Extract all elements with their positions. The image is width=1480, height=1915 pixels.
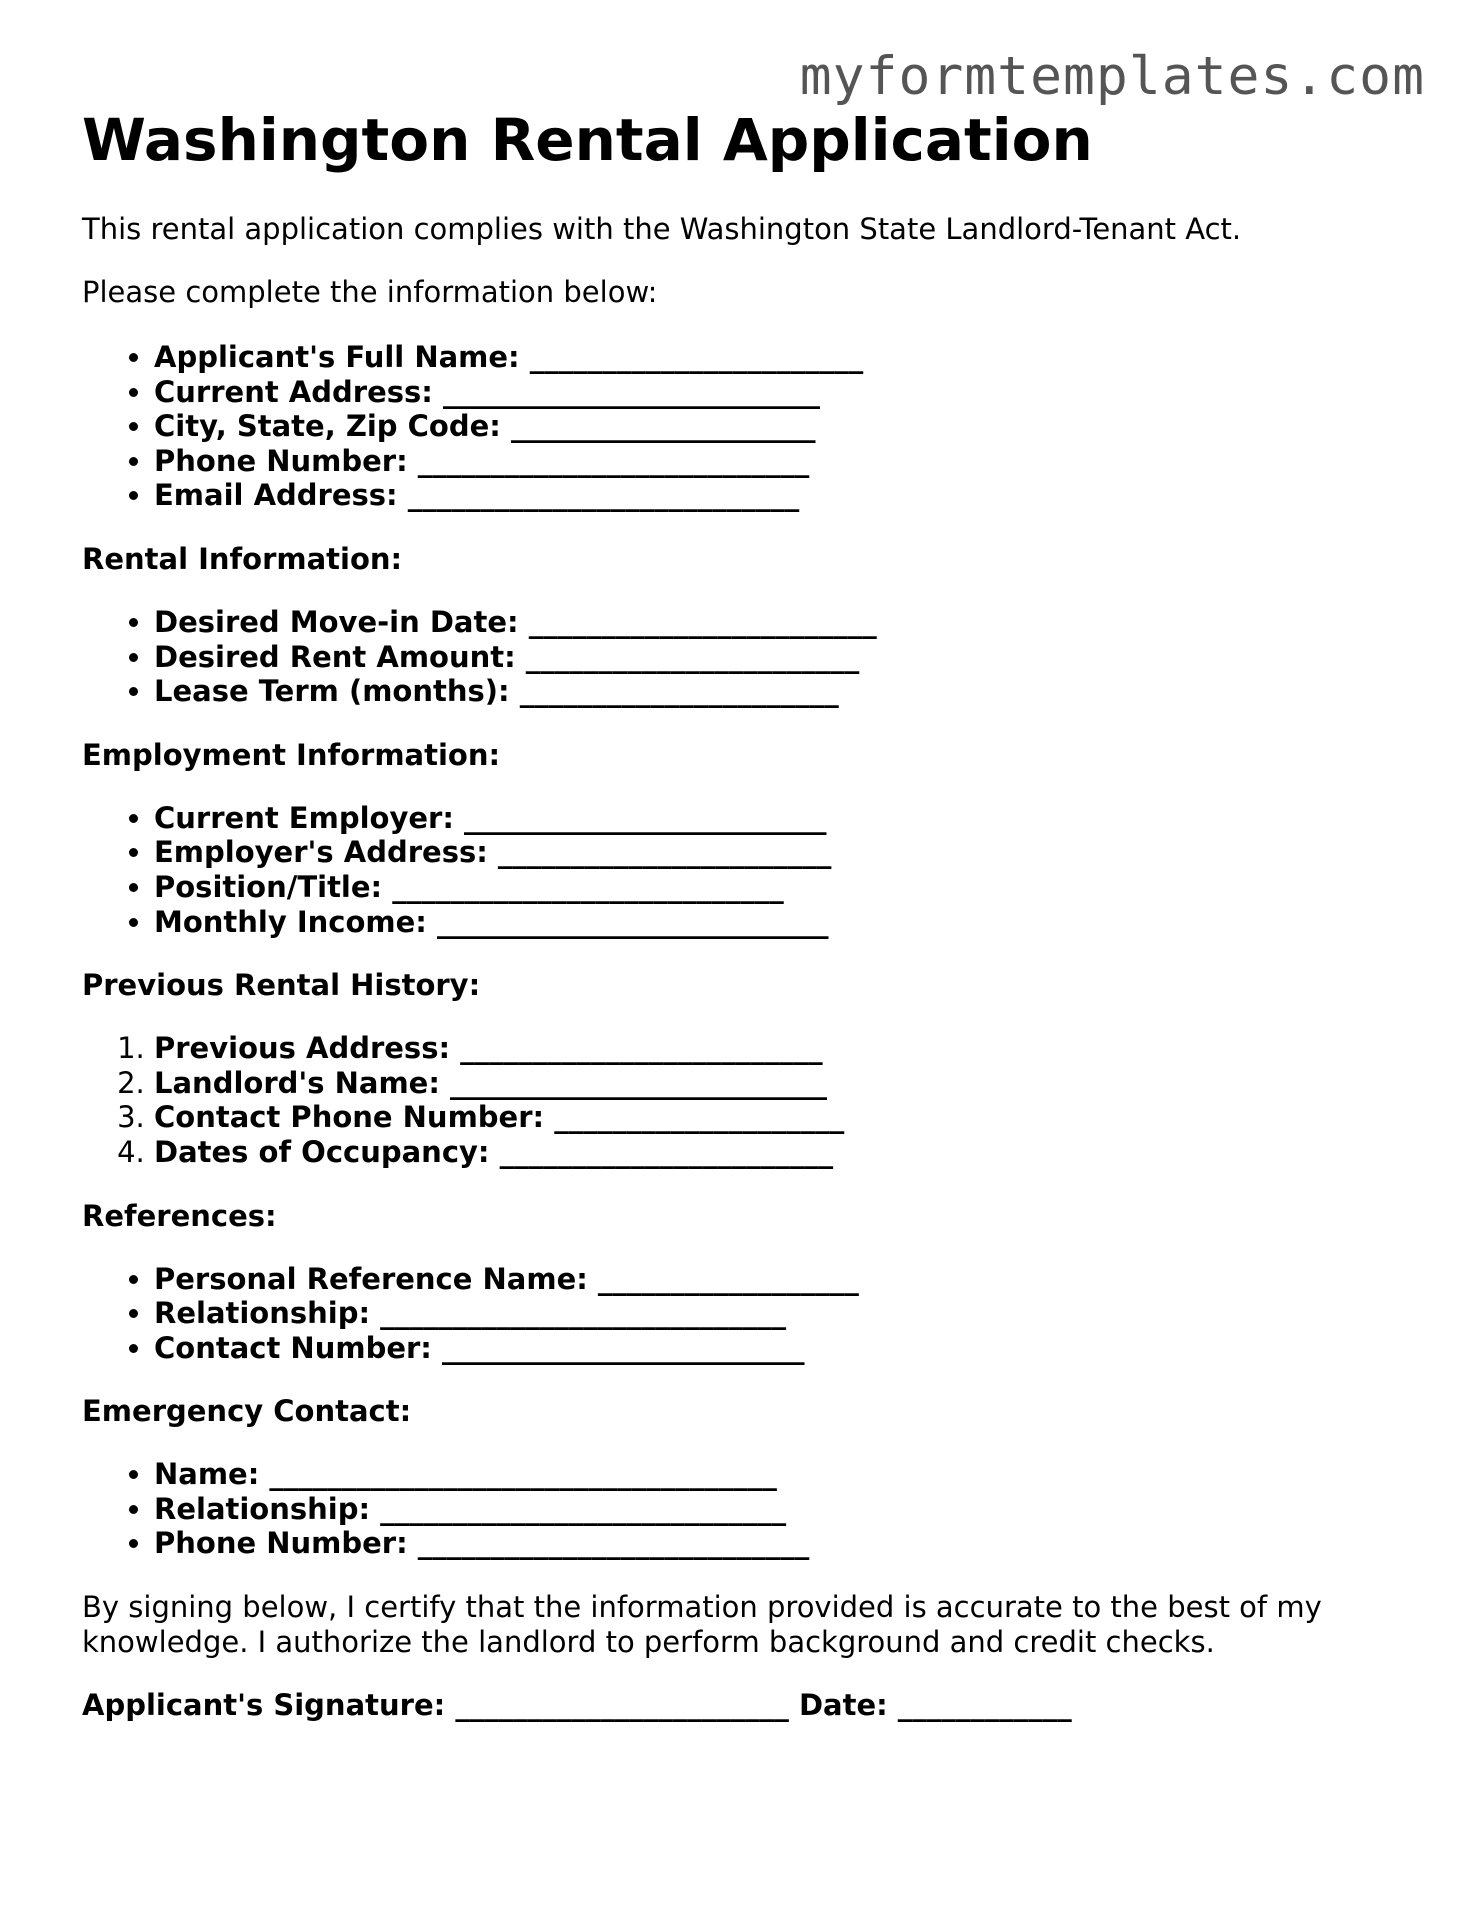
dates-of-occupancy-field[interactable]: 4. Dates of Occupancy: _______________________ — [154, 1135, 1412, 1170]
intro-text: This rental application complies with the Washington State Landlord-Tenant Act. — [82, 212, 1242, 246]
instructions-text: Please complete the information below: — [82, 275, 658, 309]
rental-info-list — [82, 605, 1412, 709]
references-list — [82, 1262, 1412, 1366]
phone-number-field[interactable]: • Phone Number: ___________________________ — [154, 444, 1412, 479]
applicant-full-name-field[interactable]: • Applicant's Full Name: _______________________ — [154, 340, 1412, 375]
emergency-contact-heading: Emergency Contact: — [82, 1394, 412, 1429]
current-employer-field[interactable]: • Current Employer: _________________________ — [154, 801, 1412, 836]
reference-relationship-field[interactable]: • Relationship: ____________________________ — [154, 1296, 1412, 1331]
current-address-field[interactable]: • Current Address: __________________________ — [154, 375, 1412, 410]
rent-amount-field[interactable]: • Desired Rent Amount: _______________________ — [154, 640, 1412, 675]
emergency-contact-list — [82, 1457, 1412, 1561]
employment-info-heading: Employment Information: — [82, 737, 501, 772]
document-page — [82, 98, 1412, 1723]
reference-contact-field[interactable]: • Contact Number: _________________________ — [154, 1331, 1412, 1366]
employment-info-list — [82, 801, 1412, 939]
watermark: myformtemplates.com — [799, 46, 1425, 107]
reference-name-field[interactable]: • Personal Reference Name: __________________ — [154, 1262, 1412, 1297]
monthly-income-field[interactable]: • Monthly Income: ___________________________ — [154, 905, 1412, 940]
emergency-relationship-field[interactable]: • Relationship: ____________________________ — [154, 1492, 1412, 1527]
emergency-phone-field[interactable]: • Phone Number: ___________________________ — [154, 1526, 1412, 1561]
previous-rental-list — [82, 1031, 1412, 1169]
employer-address-field[interactable]: • Employer's Address: _______________________ — [154, 835, 1412, 870]
previous-address-field[interactable]: 1. Previous Address: _________________________ — [154, 1031, 1412, 1066]
references-heading: References: — [82, 1198, 277, 1233]
applicant-signature-field[interactable]: Applicant's Signature: _______________________ — [82, 1688, 789, 1723]
page-title: Washington Rental Application — [82, 106, 1093, 174]
applicant-info-list — [82, 340, 1412, 513]
city-state-zip-field[interactable]: • City, State, Zip Code: _____________________ — [154, 409, 1412, 444]
position-title-field[interactable]: • Position/Title: ___________________________ — [154, 870, 1412, 905]
rental-info-heading: Rental Information: — [82, 541, 403, 576]
certification-text: By signing below, I certify that the information provided is accurate to the best of my knowledge. I authorize the landlord to perform background and credit checks. — [82, 1590, 1322, 1660]
landlord-name-field[interactable]: 2. Landlord's Name: __________________________ — [154, 1066, 1412, 1101]
lease-term-field[interactable]: • Lease Term (months): ______________________ — [154, 674, 1412, 709]
previous-rental-heading: Previous Rental History: — [82, 968, 481, 1003]
date-field[interactable]: Date: ____________ — [798, 1688, 1072, 1723]
email-address-field[interactable]: • Email Address: ___________________________ — [154, 478, 1412, 513]
move-in-date-field[interactable]: • Desired Move-in Date: ________________________ — [154, 605, 1412, 640]
signature-row — [82, 1688, 1412, 1723]
emergency-name-field[interactable]: • Name: ___________________________________ — [154, 1457, 1412, 1492]
contact-phone-field[interactable]: 3. Contact Phone Number: ____________________ — [154, 1100, 1412, 1135]
